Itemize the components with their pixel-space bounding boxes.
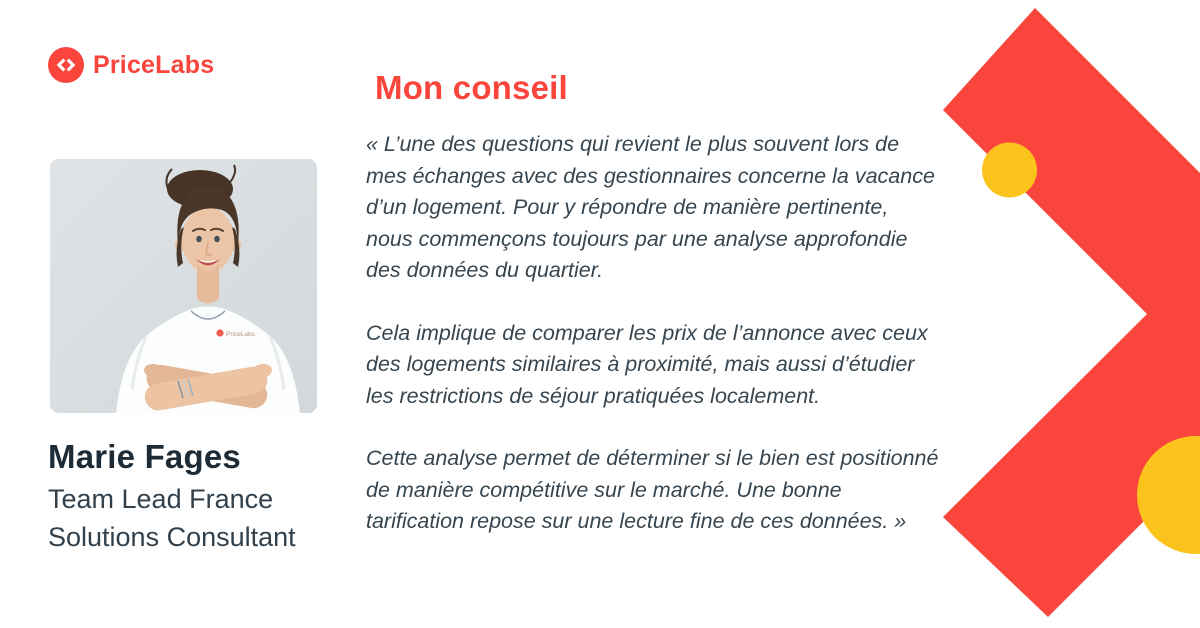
large-yellow-circle	[1137, 436, 1200, 554]
portrait-photo	[50, 159, 317, 413]
quote-body	[366, 129, 940, 538]
person-role-line2: Solutions Consultant	[48, 522, 296, 552]
quote-paragraph-1: « L’une des questions qui revient le plus souvent lors de mes échanges avec des gestionnaires concerne la vacance d’un logement. Pour y répondre de manière pertinente, nous commençons toujours par une analyse approfondie des données du quartier.	[366, 132, 935, 282]
brand-logo	[48, 47, 214, 83]
person-role-line1: Team Lead France	[48, 484, 274, 514]
person-role	[48, 480, 296, 556]
small-yellow-circle	[982, 143, 1037, 198]
svg-text:PriceLabs: PriceLabs	[226, 331, 255, 338]
portrait-illustration	[50, 159, 317, 413]
chevron-decoration	[930, 0, 1200, 628]
pricelabs-chevrons-icon	[48, 47, 84, 83]
quote-paragraph-2: Cela implique de comparer les prix de l’annonce avec ceux des logements similaires à proximité, mais aussi d’étudier les restrictions de séjour pratiquées localement.	[366, 320, 928, 408]
person-name: Marie Fages	[48, 438, 241, 475]
red-chevron-shape	[943, 8, 1200, 617]
quote-paragraph-3: Cette analyse permet de déterminer si le bien est positionné de manière compétitive sur le marché. Une bonne tarification repose sur une lecture fine de ces données. »	[366, 446, 939, 533]
quote-heading: Mon conseil	[375, 69, 568, 106]
brand-name: PriceLabs	[93, 50, 215, 79]
